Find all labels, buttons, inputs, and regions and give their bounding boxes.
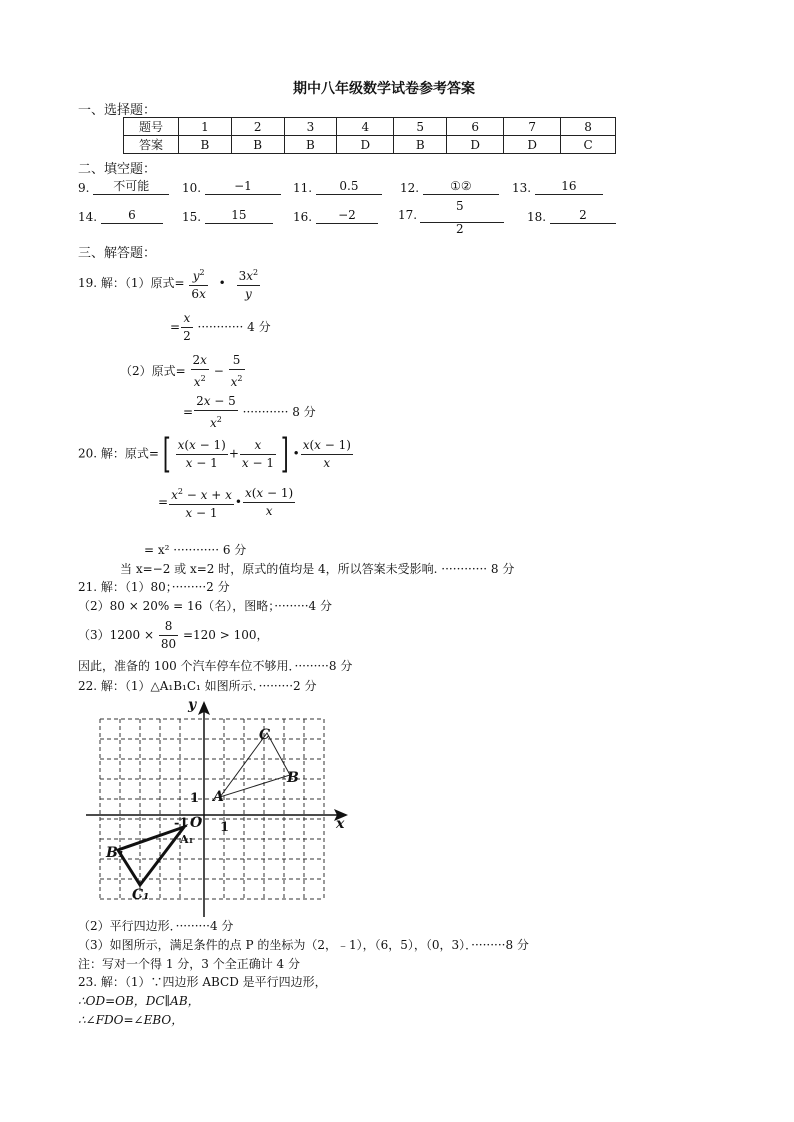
fill-item-9: [78, 179, 169, 195]
triangle-a1b1c1: [118, 827, 184, 885]
table-row-answers: [124, 136, 616, 154]
answer-blank: −1: [205, 179, 281, 195]
q19-part1-expression: 19. 解：（1）原式= $\frac{y^2}{6x}$ • $\frac{3x^2}{y}$: [78, 264, 261, 303]
fraction: $\frac{x}{2}$: [183, 311, 191, 343]
score-note: ············ 4 分: [197, 320, 271, 334]
x-axis-label: x: [336, 816, 345, 832]
y-unit-label: 1: [190, 791, 200, 806]
fill-item-13: [512, 179, 603, 195]
q22-line2: （2）平行四边形．·········4 分: [78, 919, 234, 933]
answer-blank: ①②: [423, 179, 499, 195]
table-cell: D: [504, 136, 561, 154]
fraction: $\frac{x(x - 1)}{x - 1}$: [177, 437, 226, 470]
table-cell: 2: [231, 118, 284, 136]
q22-line4: 注：写对一个得 1 分，3 个全正确计 4 分: [78, 957, 300, 971]
q22-line1: 22. 解：（1）△A₁B₁C₁ 如图所示．·········2 分: [78, 679, 317, 693]
table-cell: D: [337, 136, 394, 154]
q23-line2: ∴OD=OB，DC∥AB，: [78, 994, 200, 1008]
point-c-label: C: [259, 727, 271, 743]
table-cell: 4: [337, 118, 394, 136]
answer-blank: 不可能: [93, 179, 169, 195]
question-number: 15.: [182, 210, 202, 224]
answer-blank: 0.5: [316, 179, 382, 195]
q21-line3-suffix: =120 > 100，: [182, 628, 269, 642]
fill-item-14: [78, 208, 163, 224]
table-cell: C: [561, 136, 616, 154]
table-cell: B: [179, 136, 232, 154]
question-number: 16.: [293, 210, 313, 224]
fill-item-16: [293, 208, 378, 224]
question-number: 11.: [293, 181, 313, 195]
fill-item-12: [400, 179, 499, 195]
fraction: $\frac{x(x - 1)}{x}$: [244, 486, 294, 518]
fraction: $\frac{y^2}{6x}$: [189, 264, 207, 303]
table-cell: 1: [179, 118, 232, 136]
fill-item-11: [293, 179, 382, 195]
q19-part2-label: （2）原式=: [120, 364, 186, 378]
table-cell: D: [447, 136, 504, 154]
q21-line1: 21. 解：（1）80；·········2 分: [78, 580, 230, 594]
coordinate-grid-figure: [80, 695, 360, 925]
fraction: $\frac{x(x - 1)}{x}$: [302, 437, 351, 470]
x-unit-label: 1: [220, 820, 230, 835]
origin-label: O: [190, 815, 203, 831]
question-number: 14.: [78, 210, 98, 224]
question-number: 9.: [78, 181, 90, 195]
triangle-abc: [220, 733, 290, 797]
table-row-question-numbers: [124, 118, 616, 136]
point-b1-label: B₁: [106, 845, 124, 861]
table-cell: 5: [394, 118, 447, 136]
table-cell: 3: [284, 118, 337, 136]
q21-line3-prefix: （3）1200 ×: [78, 628, 155, 642]
q21-line3: [78, 618, 269, 653]
q19-part2-result: = $\frac{2x - 5}{x^2}$ ············ 8 分: [183, 394, 316, 430]
fraction: $\frac{3x^2}{y}$: [237, 264, 261, 303]
table-cell: 7: [504, 118, 561, 136]
q21-line4: 因此，准备的 100 个汽车停车位不够用．·········8 分: [78, 659, 353, 673]
fraction: $\frac{x}{x - 1}$: [241, 437, 274, 470]
fraction: $\frac{5}{x^2}$: [230, 353, 243, 389]
question-number: 12.: [400, 181, 420, 195]
table-header-cell: 题号: [124, 118, 179, 136]
section-choice-heading: 一、选择题：: [78, 103, 157, 118]
y-axis-label: y: [188, 697, 197, 713]
answer-blank: 15: [205, 208, 273, 224]
section-fill-heading: 二、填空题：: [78, 162, 157, 177]
question-number: 18.: [527, 210, 547, 224]
section-solve-heading: 三、解答题：: [78, 246, 157, 261]
point-b-label: B: [287, 770, 299, 786]
q23-line1: 23. 解：（1）∵四边形 ABCD 是平行四边形，: [78, 975, 327, 989]
q20-expression: 20. 解：原式=[ $\frac{x(x - 1)}{x - 1}$ + $\frac{x}{x - 1}$ ] • $\frac{x(x - 1)}{x}$: [78, 431, 351, 477]
answer-blank: 6: [101, 208, 163, 224]
fraction: $\frac{2x}{x^2}$: [192, 353, 207, 389]
q20-note: 当 x=−2 或 x=2 时，原式的值均是 4，所以答案未受影响. ············ 8 分: [120, 562, 515, 576]
answer-blank: 2: [550, 208, 616, 224]
fraction: $\frac{x^2 - x + x}{x - 1}$: [169, 483, 234, 522]
fraction-denominator: 2: [456, 222, 464, 236]
question-number: 13.: [512, 181, 532, 195]
table-cell: 6: [447, 118, 504, 136]
point-a-label: A: [213, 789, 224, 805]
fill-item-15: [182, 208, 273, 224]
table-cell: B: [284, 136, 337, 154]
q19-part2-expression: （2）原式= $\frac{2x}{x^2}$ − $\frac{5}{x^2}$: [120, 353, 243, 389]
point-c1-label: C₁: [132, 887, 150, 903]
point-a1-label: A₁: [180, 833, 194, 846]
fill-item-18: [527, 208, 616, 224]
q19-label: 19. 解：（1）原式=: [78, 276, 185, 290]
fraction: $\frac{2x - 5}{x^2}$: [196, 394, 236, 430]
fill-item-10: [182, 179, 281, 195]
table-header-cell: 答案: [124, 136, 179, 154]
q20-result: = x² ············ 6 分: [144, 543, 247, 557]
question-number: 10.: [182, 181, 202, 195]
table-cell: B: [394, 136, 447, 154]
table-cell: 8: [561, 118, 616, 136]
fill-item-17: [398, 208, 417, 222]
score-note: ············ 8 分: [242, 405, 316, 419]
q21-line2: （2）80 × 20% = 16（名），图略；·········4 分: [78, 599, 332, 613]
page-title: 期中八年级数学试卷参考答案: [293, 81, 475, 97]
fraction-denominator: 80: [160, 637, 177, 651]
answer-blank: −2: [316, 208, 378, 224]
question-number: 17.: [398, 208, 418, 222]
table-cell: B: [231, 136, 284, 154]
fraction-numerator: 8: [159, 618, 178, 636]
choice-answer-table: [123, 117, 616, 154]
neg-one-label: -1: [174, 816, 189, 831]
q20-step: = $\frac{x^2 - x + x}{x - 1}$ • $\frac{x(x - 1)}{x}$: [158, 483, 296, 522]
answer-blank: 16: [535, 179, 603, 195]
fraction-numerator: 5: [456, 199, 464, 213]
fraction: [159, 618, 178, 653]
q23-line3: ∴∠FDO=∠EBO，: [78, 1013, 184, 1027]
q19-part1-result: = $\frac{x}{2}$ ············ 4 分: [170, 311, 271, 343]
q22-line3: （3）如图所示，满足条件的点 P 的坐标为（2，﹣1），（6，5），（0，3）．·········8 分: [78, 938, 529, 952]
q20-label: 20. 解：原式=: [78, 446, 159, 461]
